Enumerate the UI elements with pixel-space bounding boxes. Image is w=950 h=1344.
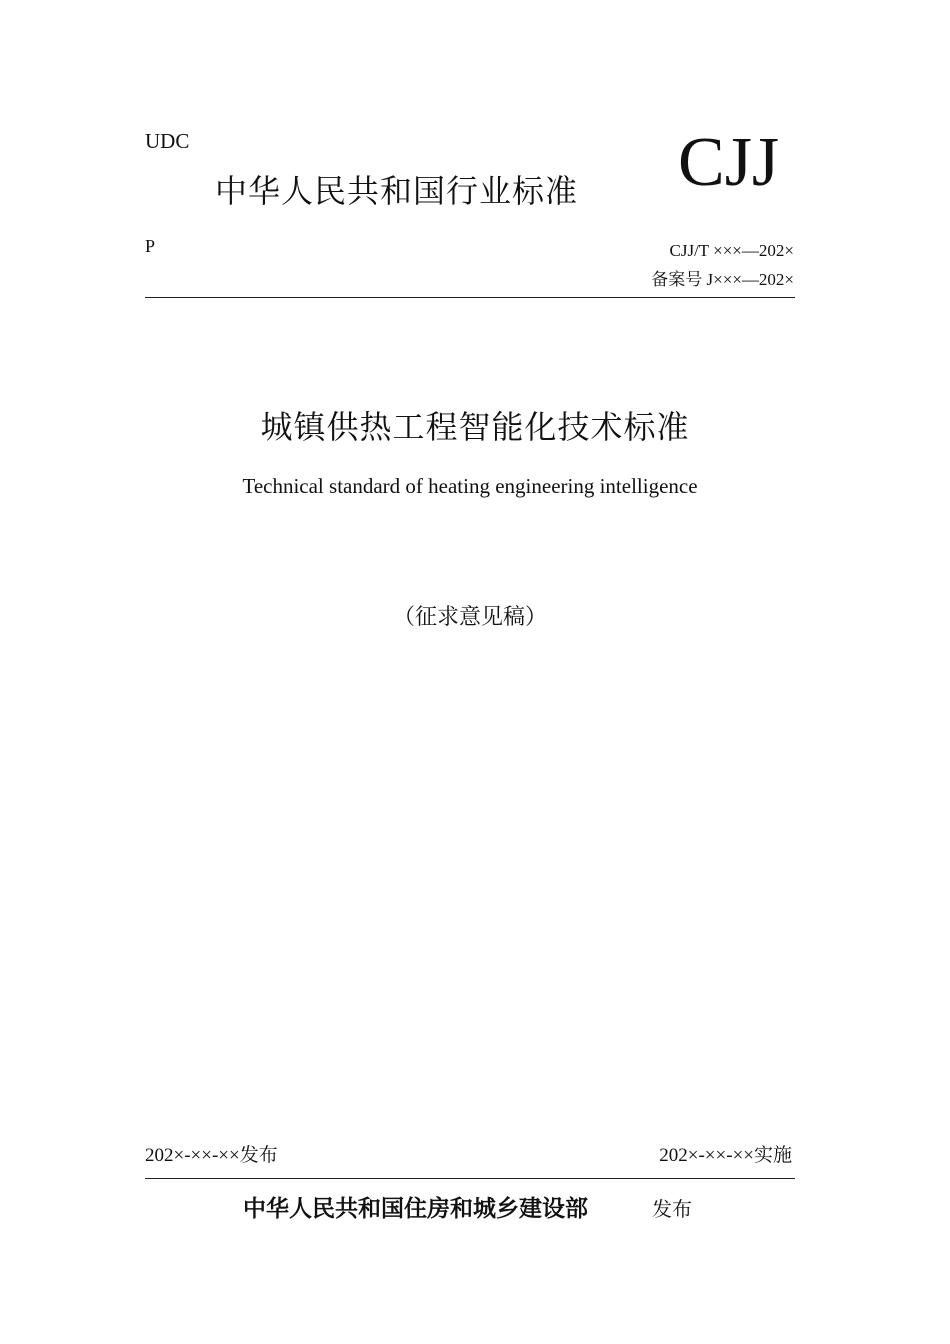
header-divider (145, 297, 795, 298)
standard-type-title: 中华人民共和国行业标准 (215, 172, 579, 210)
filing-number: 备案号 J×××—202× (651, 270, 794, 289)
document-english-title: Technical standard of heating engineering intelligence (242, 474, 698, 498)
document-title: 城镇供热工程智能化技术标准 (260, 408, 690, 446)
publish-label: 发布 (652, 1197, 692, 1221)
cjj-code-mark: CJJ (678, 124, 780, 201)
footer-divider (145, 1178, 795, 1179)
publisher-name: 中华人民共和国住房和城乡建设部 (243, 1196, 588, 1222)
standard-code-block (651, 236, 794, 294)
draft-status: （征求意见稿） (392, 605, 547, 630)
classification-label: P (145, 236, 156, 256)
issue-date: 202×-××-××发布 (145, 1145, 278, 1166)
standard-number: CJJ/T ×××—202× (669, 241, 794, 260)
implementation-date: 202×-××-××实施 (659, 1145, 792, 1166)
udc-label: UDC (145, 129, 190, 153)
